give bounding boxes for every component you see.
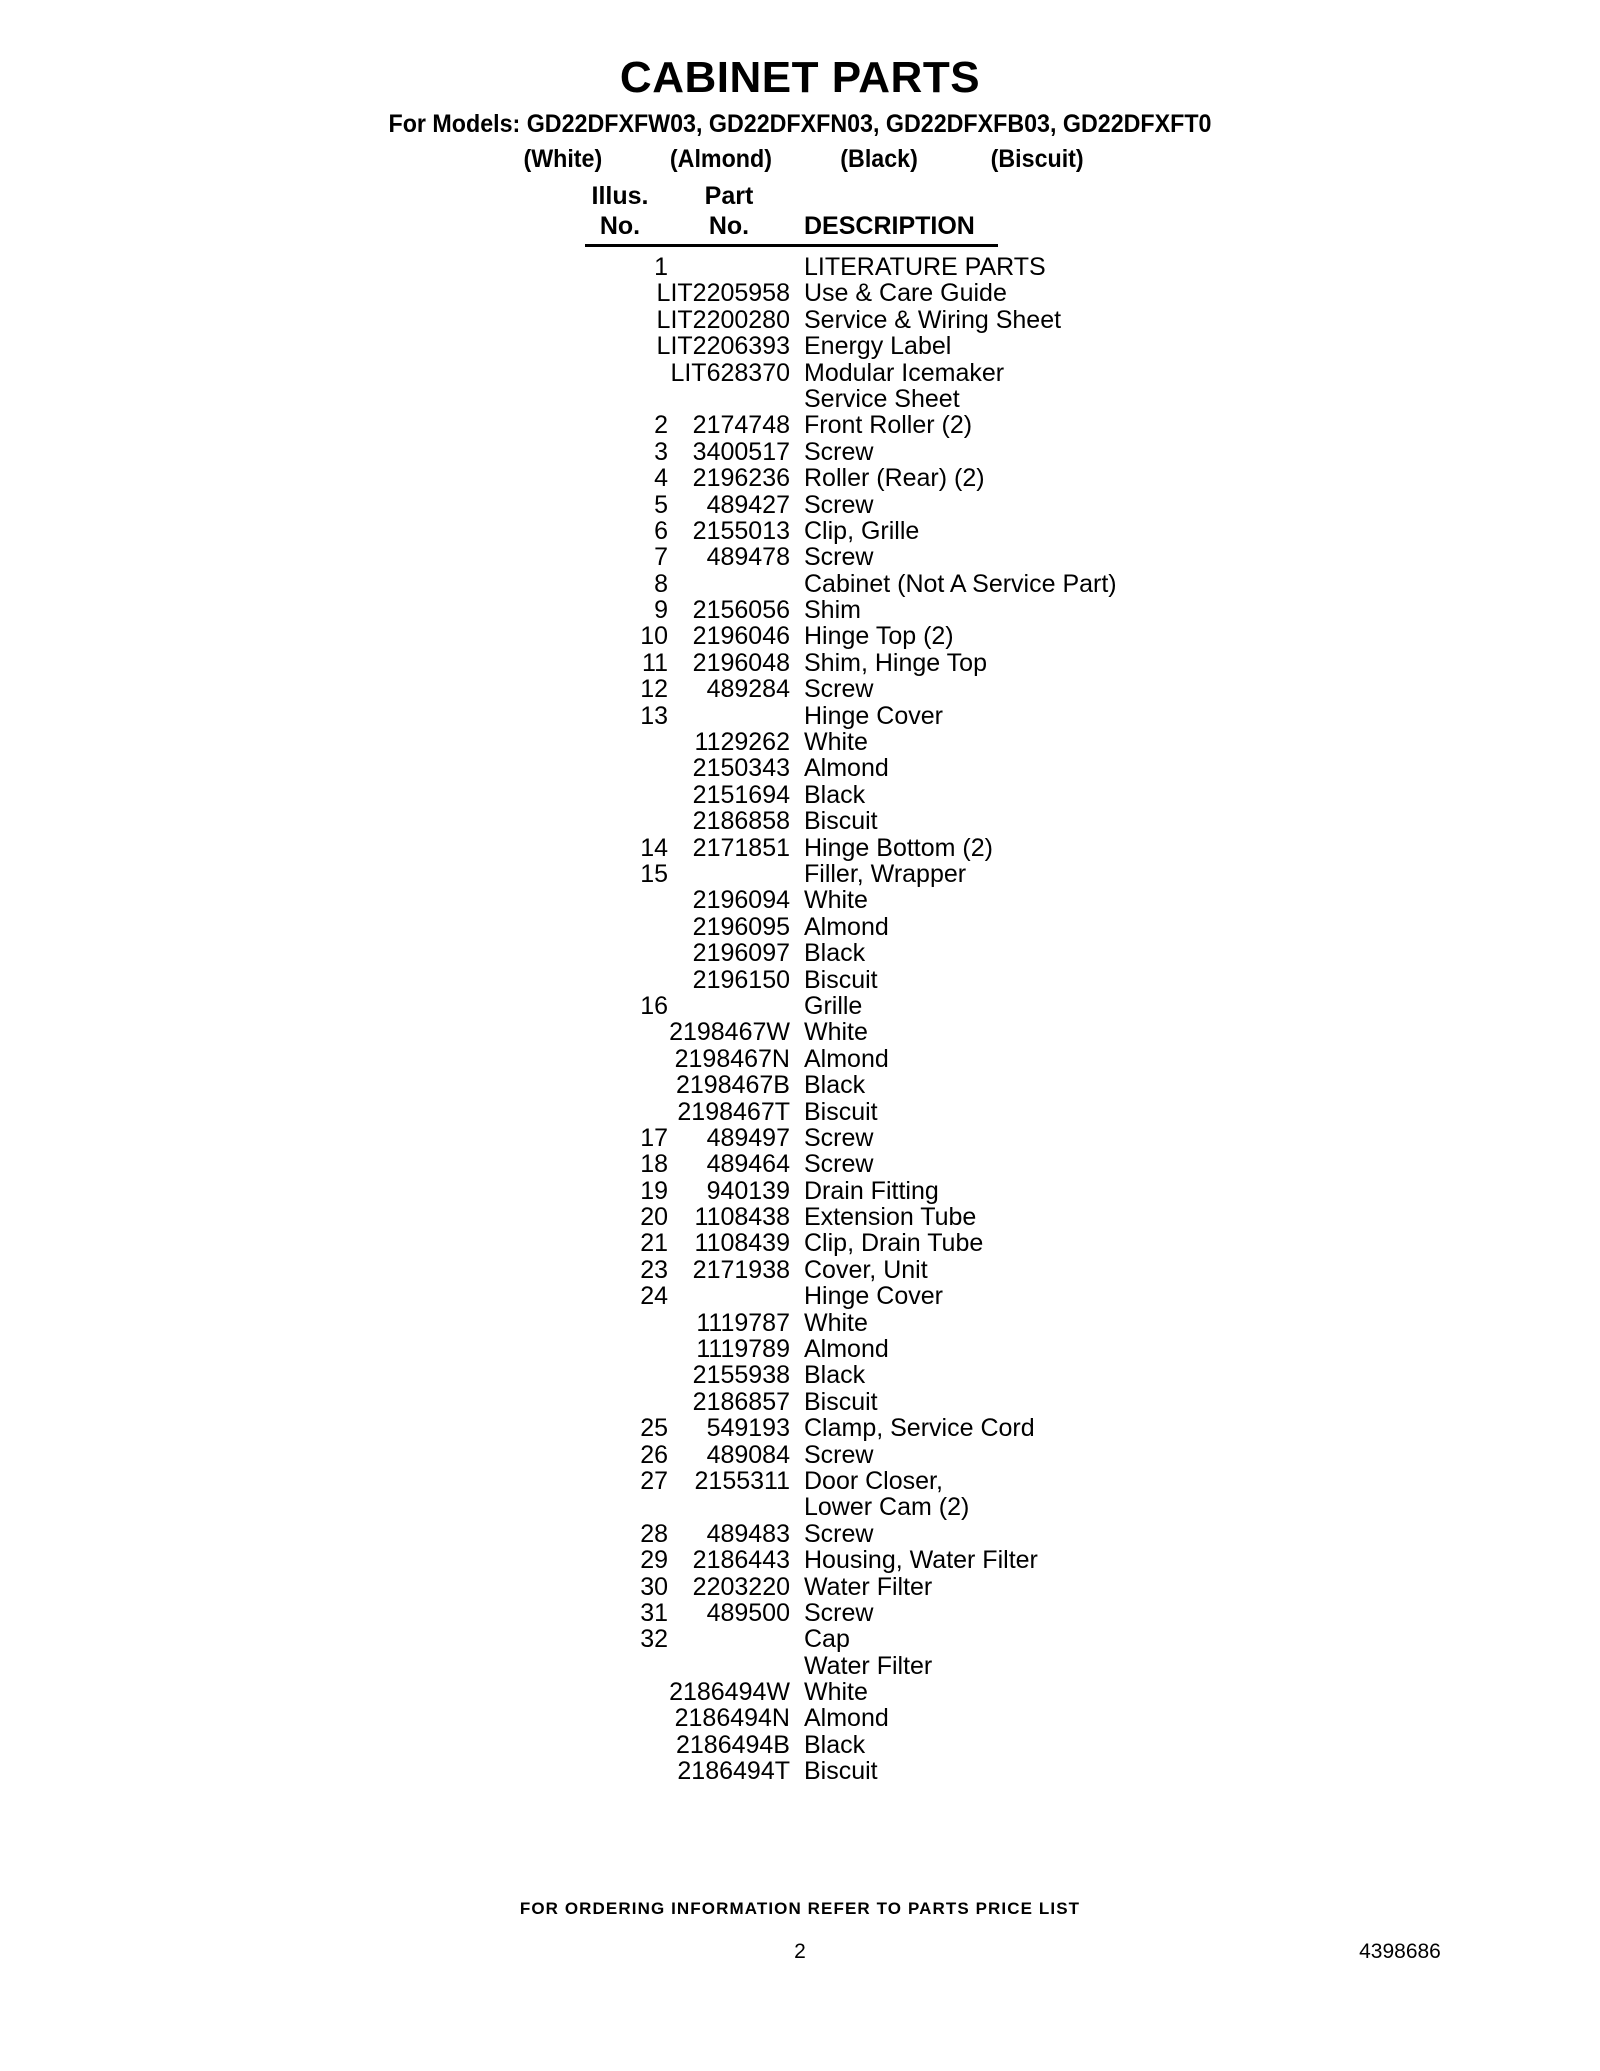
cell-illus-no: 7 [654, 543, 668, 572]
cell-description: LITERATURE PARTS [804, 253, 1046, 281]
cell-part-no: LIT2205958 [656, 279, 790, 308]
table-row [572, 333, 1272, 359]
cell-description: Screw [804, 1440, 874, 1469]
table-row [572, 940, 1272, 966]
cell-description: Cover, Unit [804, 1255, 928, 1284]
color-label-black: (Black) [840, 145, 918, 173]
cell-part-no: 2203220 [692, 1572, 790, 1601]
column-header-description: DESCRIPTION [804, 212, 975, 240]
cell-illus-no: 8 [654, 569, 668, 598]
table-row [572, 412, 1272, 438]
cell-part-no: 2186494B [675, 1730, 790, 1759]
table-row [572, 782, 1272, 808]
cell-description: Almond [804, 1044, 889, 1073]
cell-part-no: 2196048 [692, 648, 790, 677]
cell-description: White [804, 886, 868, 915]
cell-description: Cap [804, 1625, 850, 1654]
cell-part-no: 489464 [706, 1150, 790, 1179]
cell-description: Screw [804, 1598, 874, 1627]
cell-part-no: 2198467N [674, 1044, 790, 1073]
table-row [572, 1257, 1272, 1283]
cell-part-no: LIT2206393 [656, 332, 790, 361]
cell-part-no: 2196095 [692, 912, 790, 941]
cell-description: Screw [804, 1519, 874, 1548]
cell-description: Grille [804, 991, 863, 1020]
cell-description: Almond [804, 912, 889, 941]
table-row [572, 1230, 1272, 1256]
table-row [572, 676, 1272, 702]
cell-description: White [804, 1308, 868, 1337]
table-row [572, 518, 1272, 544]
cell-part-no: 2186494N [674, 1704, 790, 1733]
table-row [572, 1521, 1272, 1547]
cell-description: Cabinet (Not A Service Part) [804, 569, 1117, 598]
table-row [572, 1679, 1272, 1705]
cell-part-no: 2186494W [669, 1678, 790, 1707]
table-row [572, 729, 1272, 755]
cell-part-no: 2156056 [692, 596, 790, 625]
cell-part-no: 2155938 [692, 1361, 790, 1390]
models-line: For Models: GD22DFXFW03, GD22DFXFN03, GD22DFXFB03, GD22DFXFT0 [388, 110, 1212, 138]
cell-illus-no: 10 [640, 622, 668, 651]
cell-part-no: 2171851 [692, 833, 790, 862]
cell-illus-no: 31 [640, 1598, 668, 1627]
cell-illus-no: 18 [640, 1150, 668, 1179]
cell-description: Filler, Wrapper [804, 859, 967, 888]
table-row [572, 861, 1272, 887]
table-header [572, 182, 1272, 244]
cell-part-no: 489478 [706, 543, 790, 572]
table-row [572, 386, 1272, 412]
cell-description: Service & Wiring Sheet [804, 305, 1062, 334]
column-header-illus-line1: Illus. [591, 182, 649, 210]
cell-description: Almond [804, 1704, 889, 1733]
cell-description: Screw [804, 1123, 874, 1152]
table-row [572, 703, 1272, 729]
document-header [0, 0, 1600, 172]
cell-part-no: 489284 [706, 675, 790, 704]
table-row [572, 360, 1272, 386]
cell-description: Service Sheet [804, 384, 960, 413]
cell-part-no: 489084 [706, 1440, 790, 1469]
cell-part-no: 3400517 [692, 437, 790, 466]
cell-illus-no: 25 [640, 1414, 668, 1443]
cell-description: Drain Fitting [804, 1176, 939, 1205]
cell-part-no: 2155013 [692, 516, 790, 545]
cell-description: Black [804, 780, 866, 809]
table-row [572, 1705, 1272, 1731]
table-row [572, 1415, 1272, 1441]
table-row [572, 1600, 1272, 1626]
cell-illus-no: 30 [640, 1572, 668, 1601]
table-row [572, 1494, 1272, 1520]
table-body [572, 254, 1272, 1785]
table-row [572, 1336, 1272, 1362]
cell-description: Hinge Bottom (2) [804, 833, 993, 862]
cell-description: Water Filter [804, 1651, 933, 1680]
cell-part-no: 1119787 [696, 1308, 790, 1337]
cell-part-no: 2150343 [692, 754, 790, 783]
cell-part-no: 1108439 [694, 1229, 790, 1258]
cell-part-no: 2186858 [692, 807, 790, 836]
cell-description: Clip, Drain Tube [804, 1229, 984, 1258]
cell-description: Biscuit [804, 1387, 878, 1416]
cell-part-no: 2198467B [675, 1071, 790, 1100]
cell-part-no: 2196236 [692, 464, 790, 493]
cell-part-no: 2155311 [694, 1466, 790, 1495]
cell-illus-no: 32 [640, 1625, 668, 1654]
cell-part-no: 2198467W [669, 1018, 790, 1047]
table-row [572, 439, 1272, 465]
cell-illus-no: 14 [640, 833, 668, 862]
cell-illus-no: 16 [640, 991, 668, 1020]
color-labels-row [56, 147, 1544, 172]
table-row [572, 1547, 1272, 1573]
cell-part-no: 2196094 [692, 886, 790, 915]
table-row [572, 1204, 1272, 1230]
cell-part-no: 1119789 [696, 1335, 790, 1364]
cell-description: Shim [804, 596, 861, 625]
cell-illus-no: 4 [654, 464, 668, 493]
table-row [572, 307, 1272, 333]
table-row [572, 465, 1272, 491]
cell-illus-no: 29 [640, 1546, 668, 1575]
cell-illus-no: 3 [654, 437, 668, 466]
page-title: CABINET PARTS [619, 53, 981, 102]
cell-part-no: 2186494T [677, 1757, 790, 1786]
cell-part-no: 549193 [706, 1414, 790, 1443]
cell-illus-no: 6 [654, 516, 668, 545]
cell-description: Hinge Top (2) [804, 622, 954, 651]
table-row [572, 1626, 1272, 1652]
cell-description: Screw [804, 675, 874, 704]
cell-illus-no: 23 [640, 1255, 668, 1284]
cell-description: Screw [804, 543, 874, 572]
table-row [572, 1442, 1272, 1468]
table-row [572, 1019, 1272, 1045]
table-row [572, 544, 1272, 570]
table-row [572, 887, 1272, 913]
cell-illus-no: 20 [640, 1203, 668, 1232]
cell-part-no: 940139 [706, 1176, 790, 1205]
parts-table [572, 182, 1272, 1786]
page-number: 2 [794, 1940, 806, 1963]
cell-part-no: 1108438 [694, 1203, 790, 1232]
cell-part-no: 2171938 [692, 1255, 790, 1284]
cell-illus-no: 27 [640, 1466, 668, 1495]
cell-part-no: LIT2200280 [656, 305, 790, 334]
table-row [572, 993, 1272, 1019]
cell-illus-no: 5 [654, 490, 668, 519]
cell-illus-no: 24 [640, 1282, 668, 1311]
cell-illus-no: 9 [654, 596, 668, 625]
cell-description: Black [804, 1730, 866, 1759]
cell-description: Screw [804, 490, 874, 519]
table-row [572, 1653, 1272, 1679]
footer-ordering-note: FOR ORDERING INFORMATION REFER TO PARTS PRICE LIST [519, 1899, 1081, 1918]
cell-description: Clip, Grille [804, 516, 920, 545]
cell-description: Black [804, 939, 866, 968]
cell-description: Almond [804, 754, 889, 783]
table-row [572, 571, 1272, 597]
cell-description: Shim, Hinge Top [804, 648, 987, 677]
cell-part-no: 489500 [706, 1598, 790, 1627]
table-row [572, 1178, 1272, 1204]
cell-part-no: 2198467T [677, 1097, 790, 1126]
cell-description: White [804, 1678, 868, 1707]
cell-description: Water Filter [804, 1572, 933, 1601]
cell-part-no: 2174748 [692, 411, 790, 440]
cell-illus-no: 2 [654, 411, 668, 440]
cell-description: Biscuit [804, 1757, 878, 1786]
table-row [572, 967, 1272, 993]
cell-description: Almond [804, 1335, 889, 1364]
cell-description: Biscuit [804, 807, 878, 836]
cell-illus-no: 11 [642, 648, 668, 677]
document-number: 4398686 [1359, 1940, 1441, 1963]
cell-part-no: 2196150 [692, 965, 790, 994]
table-row [572, 280, 1272, 306]
cell-description: Black [804, 1071, 866, 1100]
cell-description: White [804, 728, 868, 757]
table-row [572, 623, 1272, 649]
cell-description: Screw [804, 437, 874, 466]
cell-description: Front Roller (2) [804, 411, 973, 440]
color-label-biscuit: (Biscuit) [990, 145, 1084, 173]
table-row [572, 1574, 1272, 1600]
cell-illus-no: 12 [640, 675, 668, 704]
cell-description: Energy Label [804, 332, 952, 361]
table-row [572, 755, 1272, 781]
table-row [572, 1283, 1272, 1309]
cell-illus-no: 21 [640, 1229, 668, 1258]
cell-description: Roller (Rear) (2) [804, 464, 985, 493]
table-row [572, 597, 1272, 623]
cell-illus-no: 13 [640, 701, 668, 730]
column-header-part-line1: Part [704, 182, 754, 210]
cell-description: Clamp, Service Cord [804, 1414, 1035, 1443]
cell-description: Screw [804, 1150, 874, 1179]
table-row [572, 1758, 1272, 1784]
table-row [572, 914, 1272, 940]
header-divider [585, 244, 998, 247]
cell-description: Housing, Water Filter [804, 1546, 1038, 1575]
cell-part-no: 1129262 [694, 728, 790, 757]
cell-illus-no: 15 [640, 859, 668, 888]
cell-description: Hinge Cover [804, 1282, 943, 1311]
table-row [572, 650, 1272, 676]
table-row [572, 254, 1272, 280]
cell-part-no: 489483 [706, 1519, 790, 1548]
column-header-part-line2: No. [708, 212, 750, 240]
cell-description: Modular Icemaker [804, 358, 1005, 387]
table-row [572, 1389, 1272, 1415]
column-header-illus-line2: No. [599, 212, 641, 240]
cell-illus-no: 26 [640, 1440, 668, 1469]
cell-description: Black [804, 1361, 866, 1390]
cell-description: Biscuit [804, 965, 878, 994]
table-row [572, 1732, 1272, 1758]
table-row [572, 1046, 1272, 1072]
cell-part-no: 489497 [706, 1123, 790, 1152]
cell-part-no: 489427 [706, 490, 790, 519]
table-row [572, 1310, 1272, 1336]
table-row [572, 492, 1272, 518]
cell-description: Lower Cam (2) [804, 1493, 970, 1522]
cell-illus-no: 17 [640, 1123, 668, 1152]
cell-illus-no: 1 [654, 253, 668, 281]
cell-part-no: 2196046 [692, 622, 790, 651]
cell-illus-no: 19 [640, 1176, 668, 1205]
table-row [572, 835, 1272, 861]
cell-part-no: 2186443 [692, 1546, 790, 1575]
color-label-almond: (Almond) [669, 145, 772, 173]
cell-description: Use & Care Guide [804, 279, 1007, 308]
table-row [572, 1468, 1272, 1494]
cell-description: White [804, 1018, 868, 1047]
color-label-white: (White) [523, 145, 603, 173]
table-row [572, 1362, 1272, 1388]
cell-description: Extension Tube [804, 1203, 977, 1232]
table-row [572, 1072, 1272, 1098]
cell-part-no: 2186857 [692, 1387, 790, 1416]
cell-illus-no: 28 [640, 1519, 668, 1548]
cell-description: Biscuit [804, 1097, 878, 1126]
table-row [572, 1151, 1272, 1177]
cell-part-no: 2196097 [692, 939, 790, 968]
cell-part-no: 2151694 [692, 780, 790, 809]
table-row [572, 1099, 1272, 1125]
table-row [572, 1125, 1272, 1151]
cell-part-no: LIT628370 [670, 358, 790, 387]
cell-description: Door Closer, [804, 1466, 943, 1495]
table-row [572, 808, 1272, 834]
cell-description: Hinge Cover [804, 701, 943, 730]
